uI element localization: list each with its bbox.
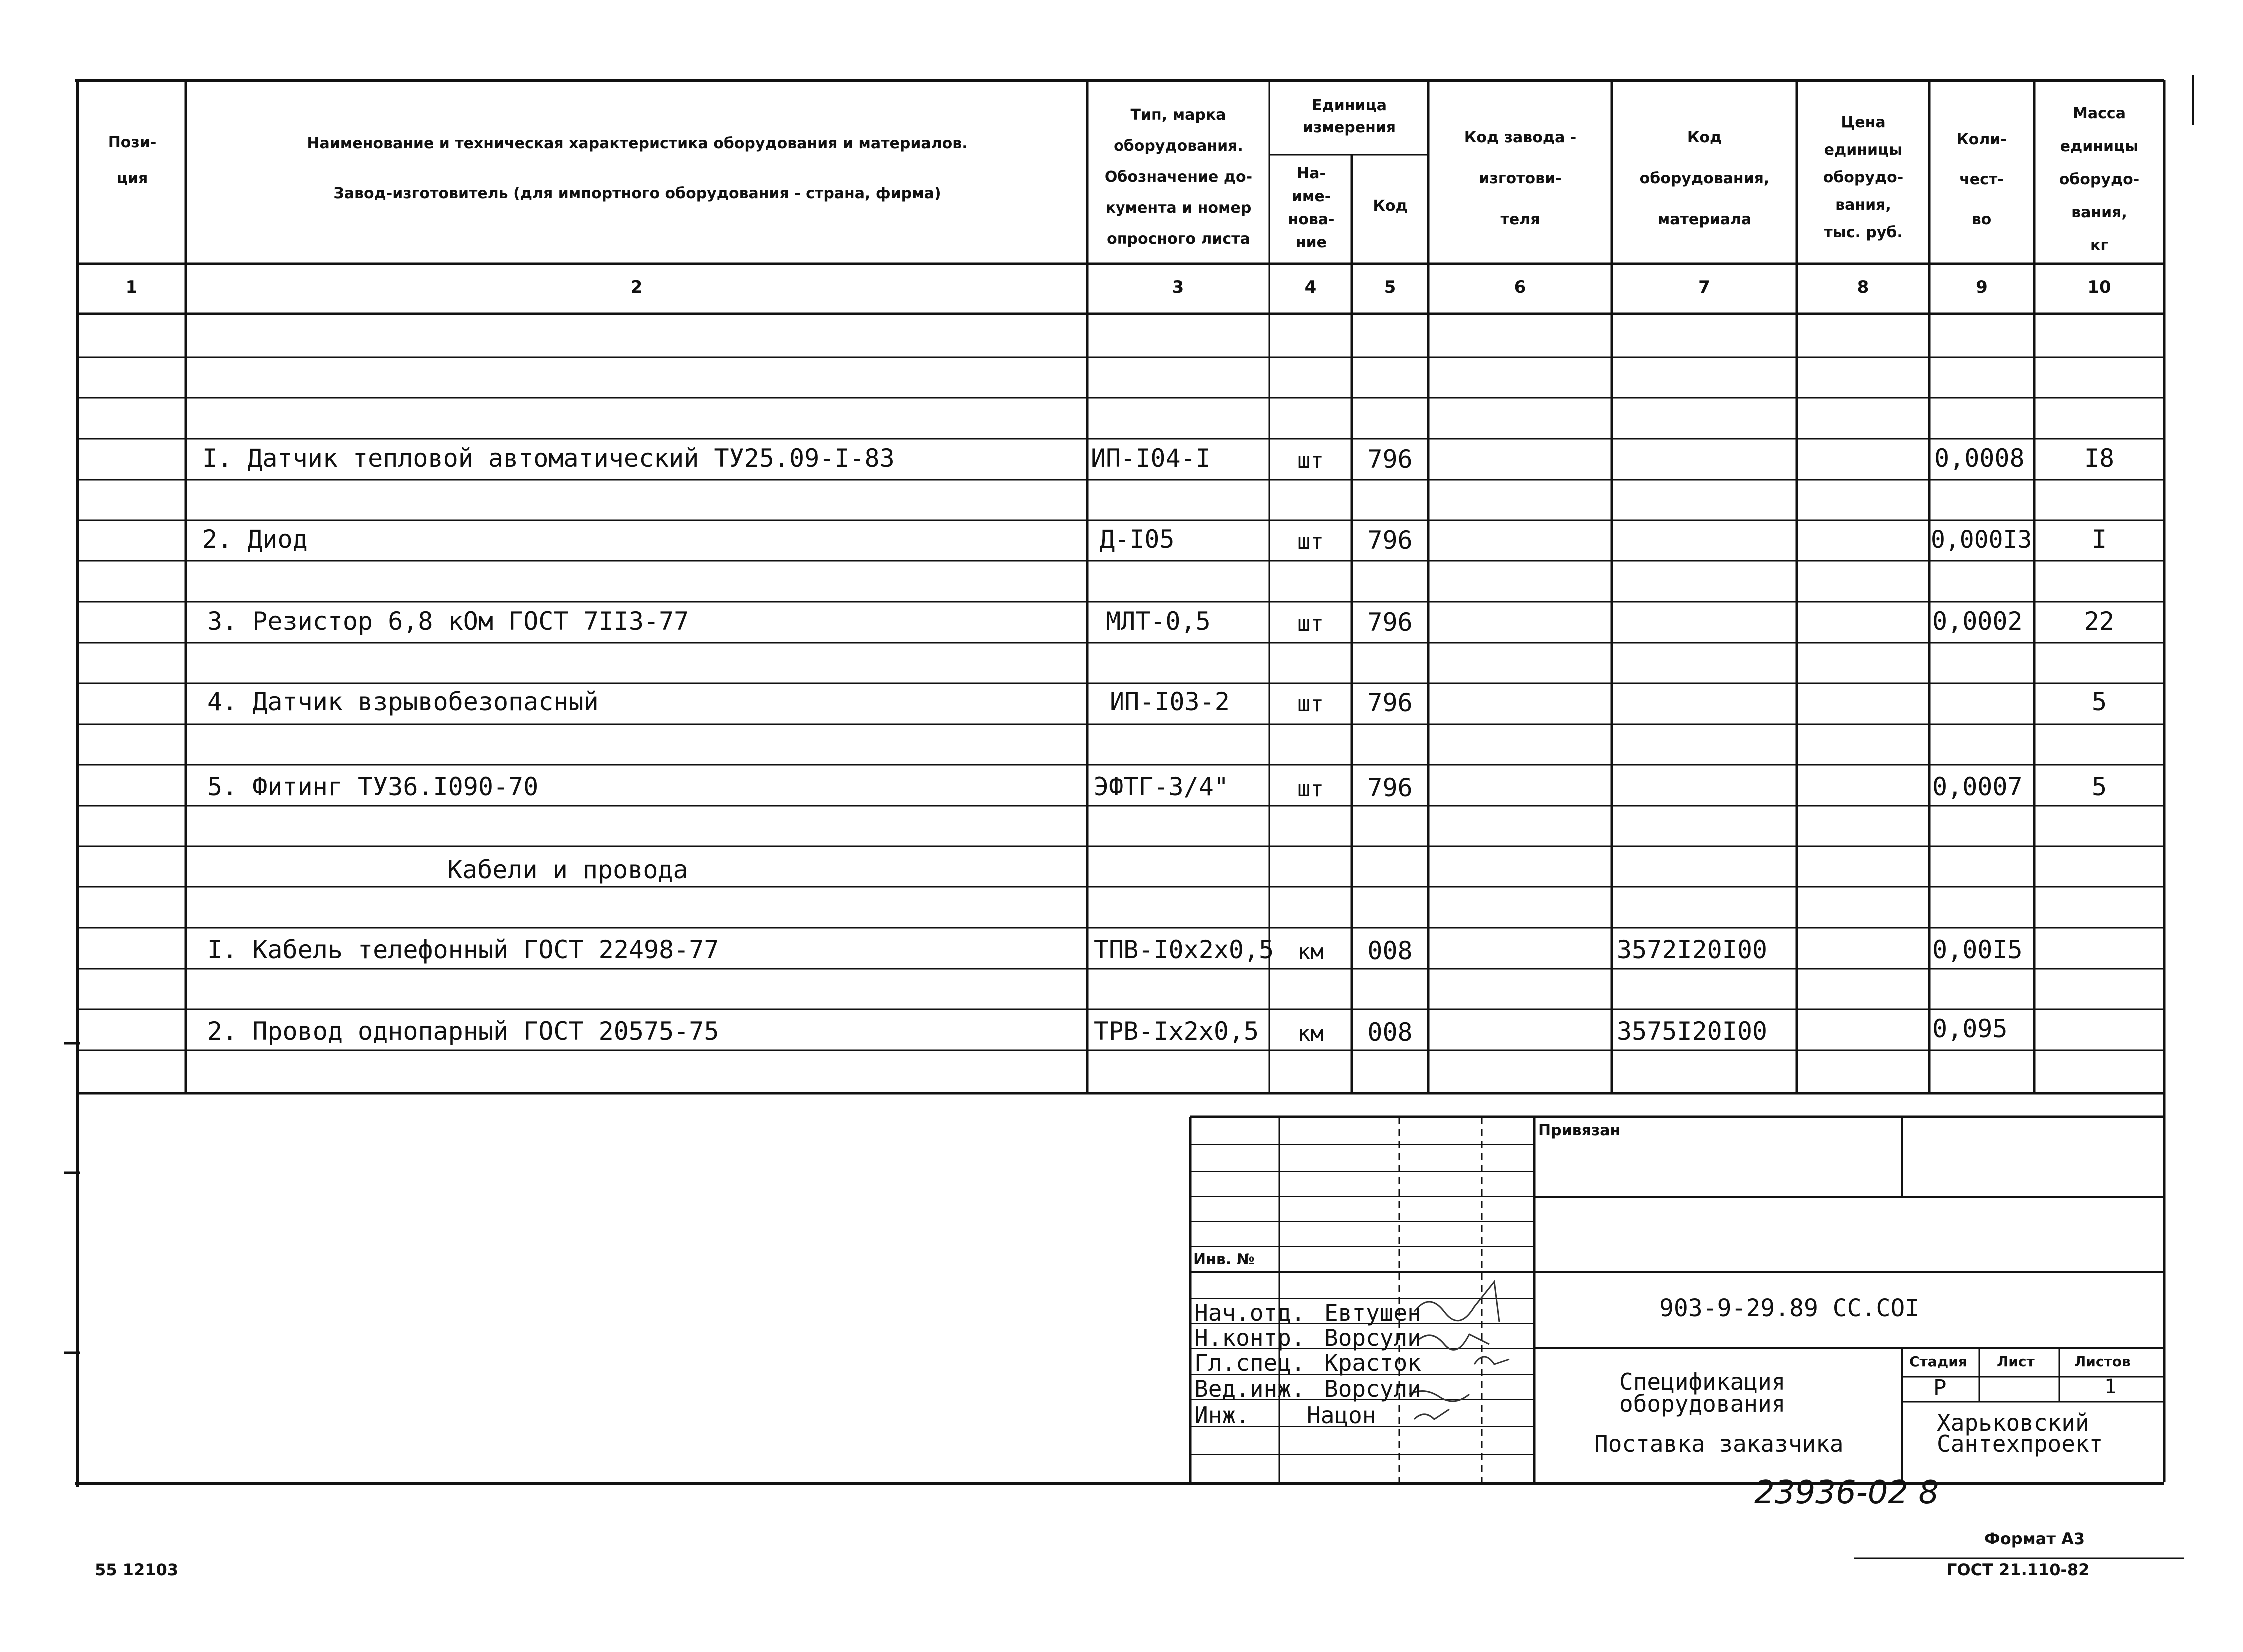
- item-equip-code: 3572I20I00: [1617, 935, 1768, 964]
- item-mass: 5: [2091, 772, 2107, 801]
- item-qty: 0,0008: [1934, 444, 2025, 473]
- stage-label: Стадия: [1909, 1353, 1967, 1370]
- header-unit-name: На- име- нова- ние: [1288, 165, 1335, 251]
- item-type: ТРВ-Iх2х0,5: [1094, 1017, 1259, 1046]
- sheet-label: Лист: [1997, 1353, 2035, 1370]
- col-number-7: 7: [1698, 277, 1710, 297]
- stage-value: Р: [1933, 1375, 1947, 1401]
- footer-gost: ГОСТ 21.110-82: [1947, 1560, 2090, 1579]
- item-type: МЛТ-0,5: [1106, 607, 1211, 636]
- col-number-1: 1: [125, 277, 138, 297]
- item-unit-code: 796: [1367, 773, 1413, 802]
- item-type: ИП-I04-I: [1091, 444, 1211, 473]
- header-position: Пози- ция: [108, 134, 157, 187]
- item-name: 2. Провод однопарный ГОСТ 20575-75: [207, 1017, 719, 1046]
- staff-role: Нач.отд.: [1194, 1299, 1305, 1326]
- item-name: 3. Резистор 6,8 кОм ГОСТ 7II3-77: [207, 607, 689, 636]
- header-equip-code: Код оборудования, материала: [1639, 129, 1770, 228]
- organization-2: Сантехпроект: [1937, 1430, 2103, 1457]
- staff-name: Евтушен: [1324, 1299, 1421, 1326]
- staff-name: Ворсули: [1324, 1375, 1421, 1402]
- staff-role: Гл.спец.: [1194, 1349, 1305, 1376]
- col-number-6: 6: [1514, 277, 1526, 297]
- col-number-2: 2: [630, 277, 643, 297]
- item-unit: км: [1297, 1021, 1324, 1046]
- item-qty: 0,095: [1932, 1014, 2008, 1043]
- staff-name: Красток: [1324, 1349, 1421, 1376]
- item-name: I. Кабель телефонный ГОСТ 22498-77: [207, 935, 719, 964]
- sheets-value: 1: [2104, 1375, 2117, 1398]
- item-unit: км: [1297, 939, 1324, 965]
- header-price: Цена единицы оборудо- вания, тыс. руб.: [1823, 114, 1904, 241]
- item-unit: шт: [1297, 529, 1324, 554]
- document-title-2: оборудования: [1619, 1390, 1786, 1417]
- item-name: 2. Диод: [202, 525, 308, 554]
- item-mass: 5: [2091, 687, 2107, 716]
- sheets-label: Листов: [2074, 1353, 2131, 1370]
- format-label: Формат А3: [1984, 1529, 2085, 1548]
- organization-1: Харьковский: [1937, 1409, 2089, 1436]
- header-unit-code: Код: [1373, 197, 1408, 215]
- item-name: 4. Датчик взрывобезопасный: [207, 687, 599, 716]
- item-unit: шт: [1297, 611, 1324, 636]
- header-qty: Коли- чест- во: [1956, 131, 2007, 228]
- col-number-3: 3: [1172, 277, 1184, 297]
- item-unit-code: 796: [1367, 688, 1413, 717]
- item-unit-code: 008: [1367, 1018, 1413, 1047]
- item-name: 5. Фитинг ТУ36.I090-70: [207, 772, 539, 801]
- item-type: Д-I05: [1100, 525, 1175, 554]
- handwritten-number: 23936-02 8: [1754, 1474, 1939, 1511]
- staff-role: Инж.: [1194, 1402, 1250, 1429]
- item-qty: 0,00I5: [1932, 935, 2023, 964]
- item-type: ТПВ-I0х2х0,5: [1094, 935, 1274, 964]
- item-mass: I8: [2084, 444, 2115, 473]
- header-plant-code: Код завода - изготови- теля: [1464, 129, 1577, 228]
- header-unit: Единица измерения: [1302, 97, 1396, 136]
- header-mass: Масса единицы оборудо- вания, кг: [2059, 105, 2140, 254]
- item-qty: 0,0007: [1932, 772, 2023, 801]
- col-number-10: 10: [2087, 277, 2111, 297]
- item-unit: шт: [1297, 448, 1324, 473]
- staff-role: Н.контр.: [1194, 1324, 1305, 1351]
- item-type: ЭФТГ-3/4": [1094, 772, 1229, 801]
- item-type: ИП-I03-2: [1110, 687, 1230, 716]
- header-type: Тип, марка оборудования. Обозначение до- кумента и номер опросного листа: [1104, 106, 1253, 248]
- item-qty: 0,000I3: [1931, 526, 2032, 554]
- privyazan-label: Привязан: [1538, 1122, 1621, 1139]
- document-title-3: Поставка заказчика: [1594, 1430, 1844, 1457]
- item-equip-code: 3575I20I00: [1617, 1017, 1768, 1046]
- staff-role: Вед.инж.: [1194, 1375, 1305, 1402]
- header-name-line1: Наименование и техническая характеристика оборудования и материалов.: [307, 135, 968, 152]
- item-name: I. Датчик тепловой автоматический ТУ25.09-I-83: [202, 444, 895, 473]
- item-unit-code: 008: [1367, 936, 1413, 965]
- document-code: 903-9-29.89 СС.COI: [1659, 1294, 1920, 1322]
- col-number-4: 4: [1304, 277, 1317, 297]
- item-unit-code: 796: [1367, 445, 1413, 474]
- footer-code-left: 55 12103: [95, 1560, 178, 1579]
- item-unit: шт: [1297, 691, 1324, 717]
- staff-name: Нацон: [1307, 1402, 1376, 1429]
- item-mass: I: [2091, 525, 2107, 554]
- col-number-5: 5: [1384, 277, 1396, 297]
- item-qty: 0,0002: [1932, 607, 2023, 636]
- item-unit: шт: [1297, 776, 1324, 802]
- section-title: Кабели и провода: [447, 855, 688, 884]
- item-unit-code: 796: [1367, 608, 1413, 637]
- item-mass: 22: [2084, 607, 2115, 636]
- header-name-line2: Завод-изготовитель (для импортного оборудования - страна, фирма): [333, 185, 941, 202]
- document-title-1: Спецификация: [1619, 1368, 1786, 1395]
- col-number-8: 8: [1857, 277, 1869, 297]
- staff-name: Ворсули: [1324, 1324, 1421, 1351]
- item-unit-code: 796: [1367, 526, 1413, 555]
- col-number-9: 9: [1976, 277, 1988, 297]
- inv-number-label: Инв. №: [1193, 1251, 1255, 1268]
